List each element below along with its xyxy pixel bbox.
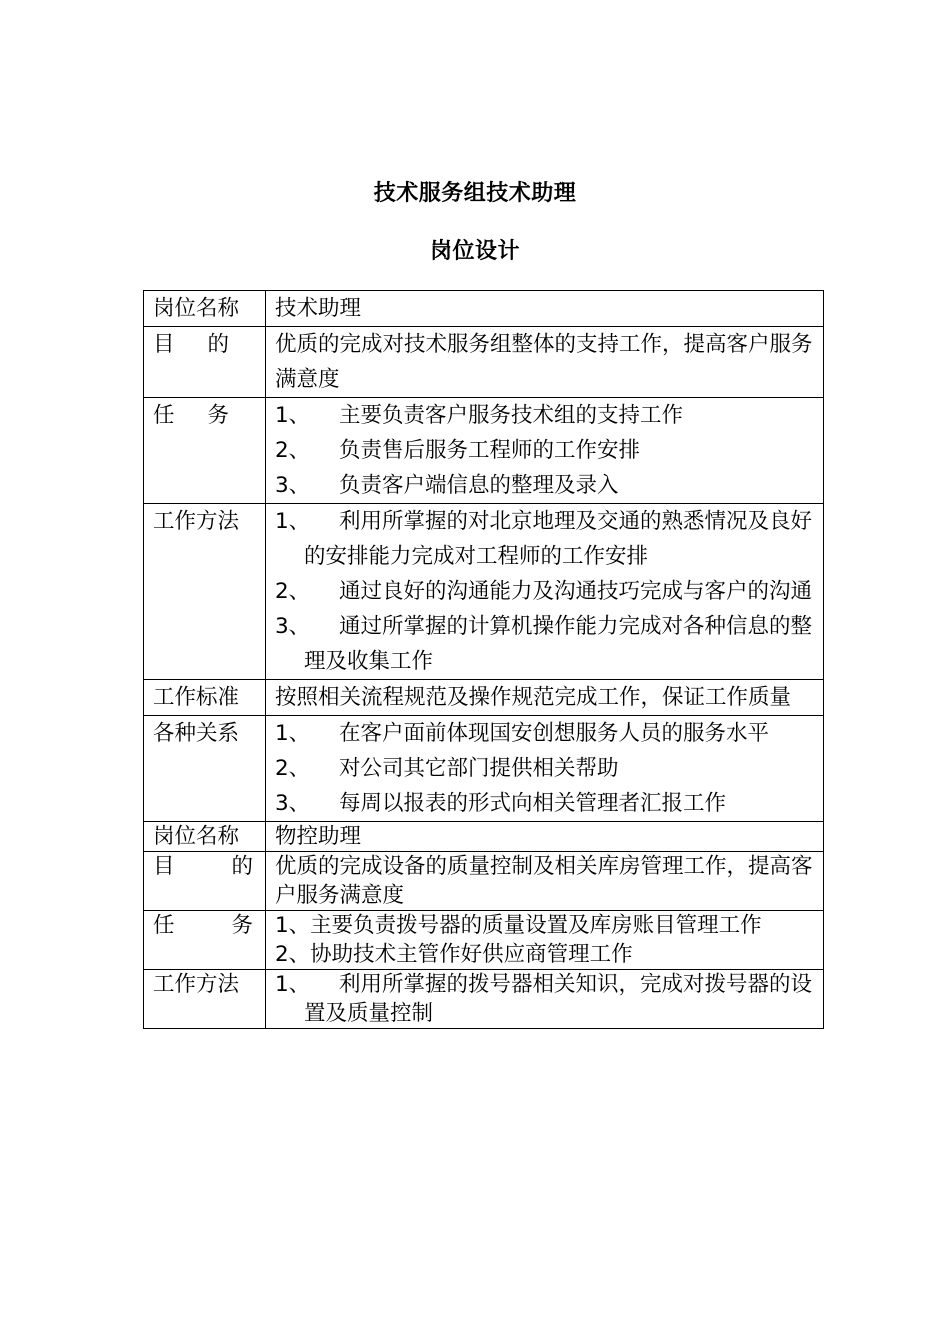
value-position-name: 技术助理 [266,291,824,327]
label-purpose: 目 的 [144,327,266,398]
list-item: 2、协助技术主管作好供应商管理工作 [275,942,633,967]
list-item: 1、主要负责拨号器的质量设置及库房账目管理工作 [275,913,762,938]
value-work-method-2 [266,970,824,1029]
value-work-method [266,504,824,680]
value-work-standard: 按照相关流程规范及操作规范完成工作，保证工作质量 [266,680,824,716]
value-purpose: 优质的完成对技术服务组整体的支持工作，提高客户服务满意度 [266,327,824,398]
list-item: 2、 通过良好的沟通能力及沟通技巧完成与客户的沟通 [275,579,813,604]
label-purpose-2: 目 的 [144,852,266,911]
table-row [144,911,824,970]
list-item: 3、 负责客户端信息的整理及录入 [275,473,619,498]
list-item: 3、 通过所掌握的计算机操作能力完成对各种信息的整理及收集工作 [275,614,813,674]
table-row [144,291,824,327]
label-tasks-2: 任 务 [144,911,266,970]
label-tasks: 任 务 [144,398,266,504]
list-item: 1、 主要负责客户服务技术组的支持工作 [275,403,684,428]
label-work-standard: 工作标准 [144,680,266,716]
value-tasks [266,398,824,504]
table-row [144,716,824,822]
value-position-name-2: 物控助理 [266,822,824,852]
list-item: 2、 对公司其它部门提供相关帮助 [275,756,619,781]
table-row [144,852,824,911]
list-item: 1、 利用所掌握的拨号器相关知识，完成对拨号器的设置及质量控制 [275,972,813,1026]
document-subtitle: 岗位设计 [429,239,520,264]
list-item: 2、 负责售后服务工程师的工作安排 [275,438,641,463]
table-row [144,970,824,1029]
label-position-name-2: 岗位名称 [144,822,266,852]
label-work-method: 工作方法 [144,504,266,680]
value-relations [266,716,824,822]
list-item: 3、 每周以报表的形式向相关管理者汇报工作 [275,791,727,816]
table-row [144,504,824,680]
label-relations: 各种关系 [144,716,266,822]
label-work-method-2: 工作方法 [144,970,266,1029]
label-position-name: 岗位名称 [144,291,266,327]
job-design-table [143,290,824,1029]
table-row [144,822,824,852]
table-row [144,327,824,398]
value-tasks-2 [266,911,824,970]
document-title: 技术服务组技术助理 [373,181,577,206]
table-row [144,680,824,716]
list-item: 1、 在客户面前体现国安创想服务人员的服务水平 [275,721,770,746]
value-purpose-2: 优质的完成设备的质量控制及相关库房管理工作，提高客户服务满意度 [266,852,824,911]
list-item: 1、 利用所掌握的对北京地理及交通的熟悉情况及良好的安排能力完成对工程师的工作安排 [275,509,813,569]
table-row [144,398,824,504]
